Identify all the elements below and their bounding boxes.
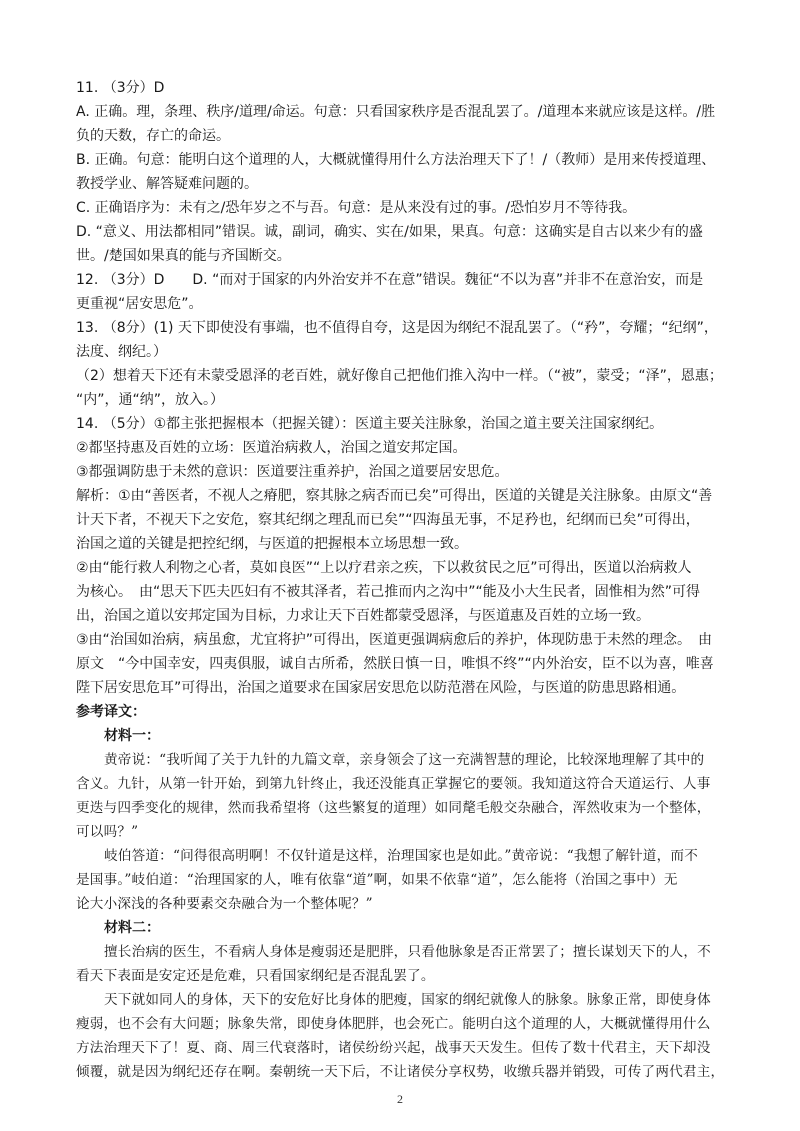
q13-part1: 13. （8分）(1) 天下即使没有事端，也不值得自夸，这是因为纲纪不混乱罢了。（“矜”，夸耀；“纪纲”， bbox=[76, 320, 718, 336]
material-2-para1-line2: 看天下表面是安定还是危难，只看国家纲纪是否混乱罢了。 bbox=[76, 968, 435, 984]
material-1-para1-line2: 含义。九针，从第一针开始，到第九针终止，我还没能真正掌握它的要领。我知道这符合天道运行、人事 bbox=[76, 776, 711, 792]
material-2-para2-line4: 倾覆，就是因为纲纪还存在啊。秦朝统一天下后，不让诸侯分享权势，收缴兵器并销毁，可传了两代君主， bbox=[76, 1064, 725, 1080]
q14-analysis-3: 治国之道的关键是把控纪纲，与医道的把握根本立场思想一致。 bbox=[76, 536, 468, 552]
q14-analysis-8: 原文 “今中国幸安，四夷俱服，诚自古所希，然朕日慎一日，唯惧不终”“内外治安，臣不以为喜，唯喜 bbox=[76, 656, 714, 672]
q14-analysis-2: 计天下者，不视天下之安危，察其纪纲之理乱而已矣”“四海虽无事，不足矜也，纪纲而已矣”可得出， bbox=[76, 512, 700, 528]
q14-analysis-4: ②由“能行救人利物之心者，莫如良医”“上以疗君亲之疾，下以救贫民之厄”可得出，医道以治病救人 bbox=[76, 560, 692, 576]
material-2-para2-line1: 天下就如同人的身体，天下的安危好比身体的肥瘦，国家的纲纪就像人的脉象。脉象正常，即使身体 bbox=[104, 992, 711, 1008]
material-1-para1-line4: 可以吗？” bbox=[76, 824, 139, 840]
q14-point3: ③都强调防患于未然的意识：医道要注重养护，治国之道要居安思危。 bbox=[76, 464, 509, 480]
q11-option-a-cont: 负的天数，存亡的命运。 bbox=[76, 128, 230, 144]
q14-analysis-5: 为核心。 由“思天下匹夫匹妇有不被其泽者，若己推而内之沟中”“能及小大生民者，固惟相为然”可得 bbox=[76, 584, 701, 600]
q11-option-c: C. 正确语序为：未有之/恐年岁之不与吾。句意：是从来没有过的事。/恐怕岁月不等待我。 bbox=[76, 200, 637, 216]
translation-heading: 参考译文： bbox=[76, 704, 146, 720]
material-1-title: 材料一： bbox=[104, 728, 160, 744]
q11-header: 11. （3分）D bbox=[76, 80, 165, 96]
q14-analysis-1: 解析：①由“善医者，不视人之瘠肥，察其脉之病否而已矣”可得出，医道的关键是关注脉象。由原文“善 bbox=[76, 488, 713, 504]
material-2-title: 材料二： bbox=[104, 920, 160, 936]
q11-option-d: D. “意义、用法都相同”错误。诚，副词，确实、实在/如果，果真。句意：这确实是自古以来少有的盛 bbox=[76, 224, 703, 240]
q11-option-b: B. 正确。句意：能明白这个道理的人，大概就懂得用什么方法治理天下了！/（教师）是用来传授道理、 bbox=[76, 152, 716, 168]
material-2-para1-line1: 擅长治病的医生，不看病人身体是瘦弱还是肥胖，只看他脉象是否正常罢了；擅长谋划天下的人，不 bbox=[104, 944, 711, 960]
q14-analysis-9: 陛下居安思危耳”可得出，治国之道要求在国家居安思危以防范潜在风险，与医道的防患思路相通。 bbox=[76, 680, 686, 696]
material-1-para2-line3: 论大小深浅的各种要素交杂融合为一个整体呢？” bbox=[76, 896, 373, 912]
material-1-para2-line1: 岐伯答道：“问得很高明啊！不仅针道是这样，治理国家也是如此。”黄帝说：“我想了解针道，而不 bbox=[104, 848, 698, 864]
q13-part2: （2）想着天下还有未蒙受恩泽的老百姓，就好像自己把他们推入沟中一样。（“被”，蒙受；“泽”，恩惠； bbox=[76, 368, 723, 384]
q14-point1: 14. （5分）①都主张把握根本（把握关键）：医道主要关注脉象，治国之道主要关注国家纲纪。 bbox=[76, 416, 664, 432]
material-1-para1-line1: 黄帝说：“我听闻了关于九针的九篇文章，亲身领会了这一充满智慧的理论，比较深地理解了其中的 bbox=[104, 752, 705, 768]
material-2-para2-line2: 瘦弱，也不会有大问题；脉象失常，即使身体肥胖，也会死亡。能明白这个道理的人，大概就懂得用什么 bbox=[76, 1016, 711, 1032]
material-1-para2-line2: 是国事。”岐伯道：“治理国家的人，唯有依靠“道”啊，如果不依靠“道”，怎么能将（治国之事中）无 bbox=[76, 872, 678, 888]
q14-analysis-7: ③由“治国如治病，病虽愈，尤宜将护”可得出，医道更强调病愈后的养护，体现防患于未然的理念。 由 bbox=[76, 632, 713, 648]
q13-part1-cont: 法度、纲纪。） bbox=[76, 344, 167, 360]
q11-option-b-cont: 教授学业、解答疑难问题的。 bbox=[76, 176, 258, 192]
q14-analysis-6: 出，治国之道以安邦定国为目标，力求让天下百姓都蒙受恩泽，与医道惠及百姓的立场一致。 bbox=[76, 608, 650, 624]
q12-answer: 12. （3分）D D. “而对于国家的内外治安并不在意”错误。魏征“不以为喜”并非不在意治安，而是 bbox=[76, 272, 704, 288]
q11-option-d-cont: 世。/楚国如果真的能与齐国断交。 bbox=[76, 248, 291, 264]
page-number: 2 bbox=[397, 1092, 403, 1106]
q12-answer-cont: 更重视“居安思危”。 bbox=[76, 296, 203, 312]
q14-point2: ②都坚持惠及百姓的立场：医道治病救人，治国之道安邦定国。 bbox=[76, 440, 467, 456]
material-2-para2-line3: 方法治理天下了！夏、商、周三代衰落时，诸侯纷纷兴起，战事天天发生。但传了数十代君主，天下却没 bbox=[76, 1040, 711, 1056]
q11-option-a: A. 正确。理，条理、秩序/道理/命运。句意：只看国家秩序是否混乱罢了。/道理本来就应该是这样。/胜 bbox=[76, 104, 716, 120]
q13-part2-cont: “内”，通“纳”，放入。） bbox=[76, 392, 225, 408]
material-1-para1-line3: 更迭与四季变化的规律，然而我希望将（这些繁复的道理）如同氂毛般交杂融合，浑然收束为一个整体， bbox=[76, 800, 711, 816]
